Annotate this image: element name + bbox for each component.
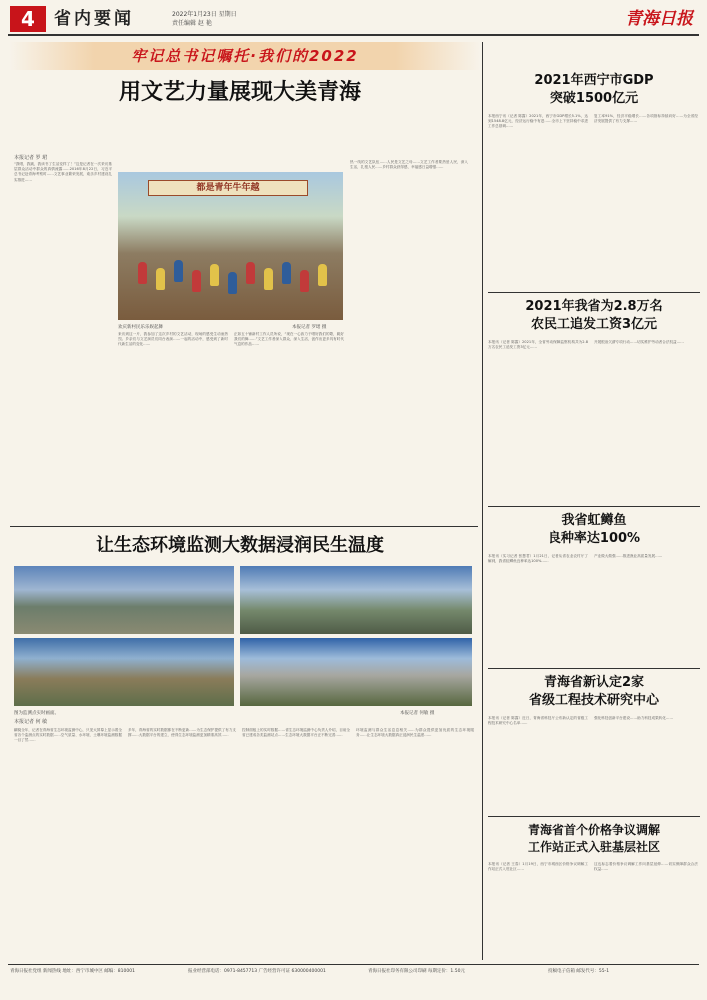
article2-col1: 翻阅全年，记者在青海省生态环境监测中心，只见大屏幕上显示着全省各个监测点的实时数据……空气质量、水环境、土壤环境监测数据一目了然…… [14, 728, 122, 743]
page-footer [8, 964, 699, 996]
article2-photo-grid [14, 566, 474, 706]
page-number: 4 [10, 6, 46, 32]
footer-col1: 青海日报社党组 新闻热线 地址：西宁市城中区 邮编：810001 [10, 969, 135, 974]
article1-col2: 来访到这一片，我参加了这次乡村的文艺活动，现场的感受生动而热烈。乡亲们与文艺演员们同台表演……一起的活动中，感受到了新时代新生活的变化…… [118, 332, 228, 347]
side3-col2: 产业做大做强……推进渔业高质量发展…… [594, 554, 663, 558]
photo-sign: 都是青年牛年越 [148, 180, 308, 196]
side3-title-line2: 良种率达100% [547, 531, 641, 546]
article1-photo [118, 172, 343, 320]
divider [10, 526, 478, 527]
section-title: 省内要闻 [54, 9, 134, 29]
side5-col1: 本报讯（记者 王春）1月19日，西宁市城西区价格争议调解工作站正式入驻社区…… [488, 862, 588, 872]
article1-byline: 本报记者 罗 珺 [14, 155, 48, 161]
side5-title-line2: 工作站正式入驻基层社区 [527, 840, 660, 854]
side4-col2: 强化科技创新平台建设……助力科技成果转化…… [594, 716, 674, 720]
side5-col2: 这也标志着价格争议调解工作向基层延伸……切实保障群众合法权益…… [594, 862, 698, 872]
side4-title-line2: 省级工程技术研究中心 [528, 693, 659, 708]
newspaper-logo: 青海日报 [625, 9, 693, 29]
side4-title-line1: 青海省新认定2家 [543, 675, 645, 690]
article1-col3: 正如五十铺新村工作人员所说，“现在一心致力于唱好我们的歌，跳好我们的舞……”文艺工作者深入群众，深入生活，创作出更多具有时代气息的作品…… [234, 332, 344, 347]
article2-title: 让生态环境监测大数据浸润民生温度 [96, 535, 384, 556]
side3-col1: 本报讯（实习记者 张慧君）1月21日，记者从省农业农村厅了解到，我省虹鳟鱼良种率达100%…… [488, 554, 588, 564]
side3-title-line1: 我省虹鳟鱼 [561, 513, 627, 528]
issue-date: 2022年1月23日 星期日 [172, 11, 237, 18]
article1-title: 用文艺力量展现大美青海 [118, 80, 361, 105]
article1-photo-credit: 本报记者 罗珺 摄 [292, 325, 327, 330]
side2-title-line2: 农民工追发工资3亿元 [530, 317, 658, 332]
editors: 责任编辑 赵 艳 [172, 20, 212, 27]
side1-col1: 本报西宁讯（记者 陈露）2021年，西宁市GDP增长5.1%，达到1548.8亿元，经济运行稳中有进……全市上下坚持稳中求进工作总基调…… [488, 114, 588, 129]
article2-col3: 控制面板上的实时数据……省生态环境监测中心负责人介绍，目前全省已建成各类监测站点……生态环境大数据平台正不断完善…… [242, 728, 350, 738]
campaign-banner [10, 42, 480, 70]
footer-col2: 报业经营部电话：0971-8457713 广告经营许可证 630000400001 [188, 969, 326, 974]
divider [488, 816, 700, 817]
divider [488, 668, 700, 669]
side2-col1: 本报讯（记者 陈露）2021年，全省劳动保障监察机构共为2.8万名农民工追发工资3亿元…… [488, 340, 588, 350]
article1-caption: 欢庆新村民乐乐娱起舞 [118, 325, 163, 330]
article2-caption: 图为监测点实时画面。 [14, 711, 59, 716]
side1-col2: 复工率91%，经济平稳增长……各项指标持续向好……为全省经济发展提供了有力支撑…… [594, 114, 698, 124]
article2-byline: 本报记者 何 敏 [14, 719, 48, 725]
article2-col2: 多年，青海省的实时数据都在不断更新……为生态保护提供了有力支撑……大数据平台的建立，使得生态环境监测更加精准高效…… [128, 728, 236, 738]
column-divider [482, 42, 483, 960]
side2-col2: 开展根治欠薪专项行动……切实维护劳动者合法权益…… [594, 340, 684, 344]
article2-photo-credit: 本报记者 何敏 摄 [400, 711, 435, 716]
divider [488, 292, 700, 293]
banner-text: 牢记总书记嘱托·我们的2022 [131, 47, 359, 65]
side4-col1: 本报讯（记者 陈露）近日，青海省科技厅公布新认定的省级工程技术研究中心名单…… [488, 716, 588, 726]
side2-title-line1: 2021年我省为2.8万名 [525, 299, 663, 314]
side5-title-line1: 青海省首个价格争议调解 [527, 823, 660, 837]
side1-title-line2: 突破1500亿元 [549, 91, 639, 106]
article1-col4: 热一线的文艺队伍……人民是文艺之母……文艺工作者要热爱人民，深入生活，扎根人民……乡村群众获得感、幸福感日益增强…… [350, 160, 468, 170]
footer-col3: 青海日报社印务有限公司印刷 每期定价：1.50元 [368, 969, 465, 974]
article2-col4: 环境监测与群众生活息息相关……为群众提供更加优质的生态环境服务……让生态环境大数据真正浸润民生温度…… [356, 728, 474, 738]
footer-col4: 投稿电子信箱 邮发代号：55-1 [548, 969, 610, 974]
side1-title-line1: 2021年西宁市GDP [534, 73, 654, 88]
page-header [0, 0, 707, 38]
header-rule [8, 34, 699, 36]
article1-col1: “我唱，我跳，我读书了生活变样了！”这是记者在一次采访基层群众活动中群众的真情流露……2016年8月22日，习近平总书记赴青海考察时……文艺事业繁荣发展，欢乐乡村建设扎实推进…… [14, 162, 112, 182]
divider [488, 506, 700, 507]
